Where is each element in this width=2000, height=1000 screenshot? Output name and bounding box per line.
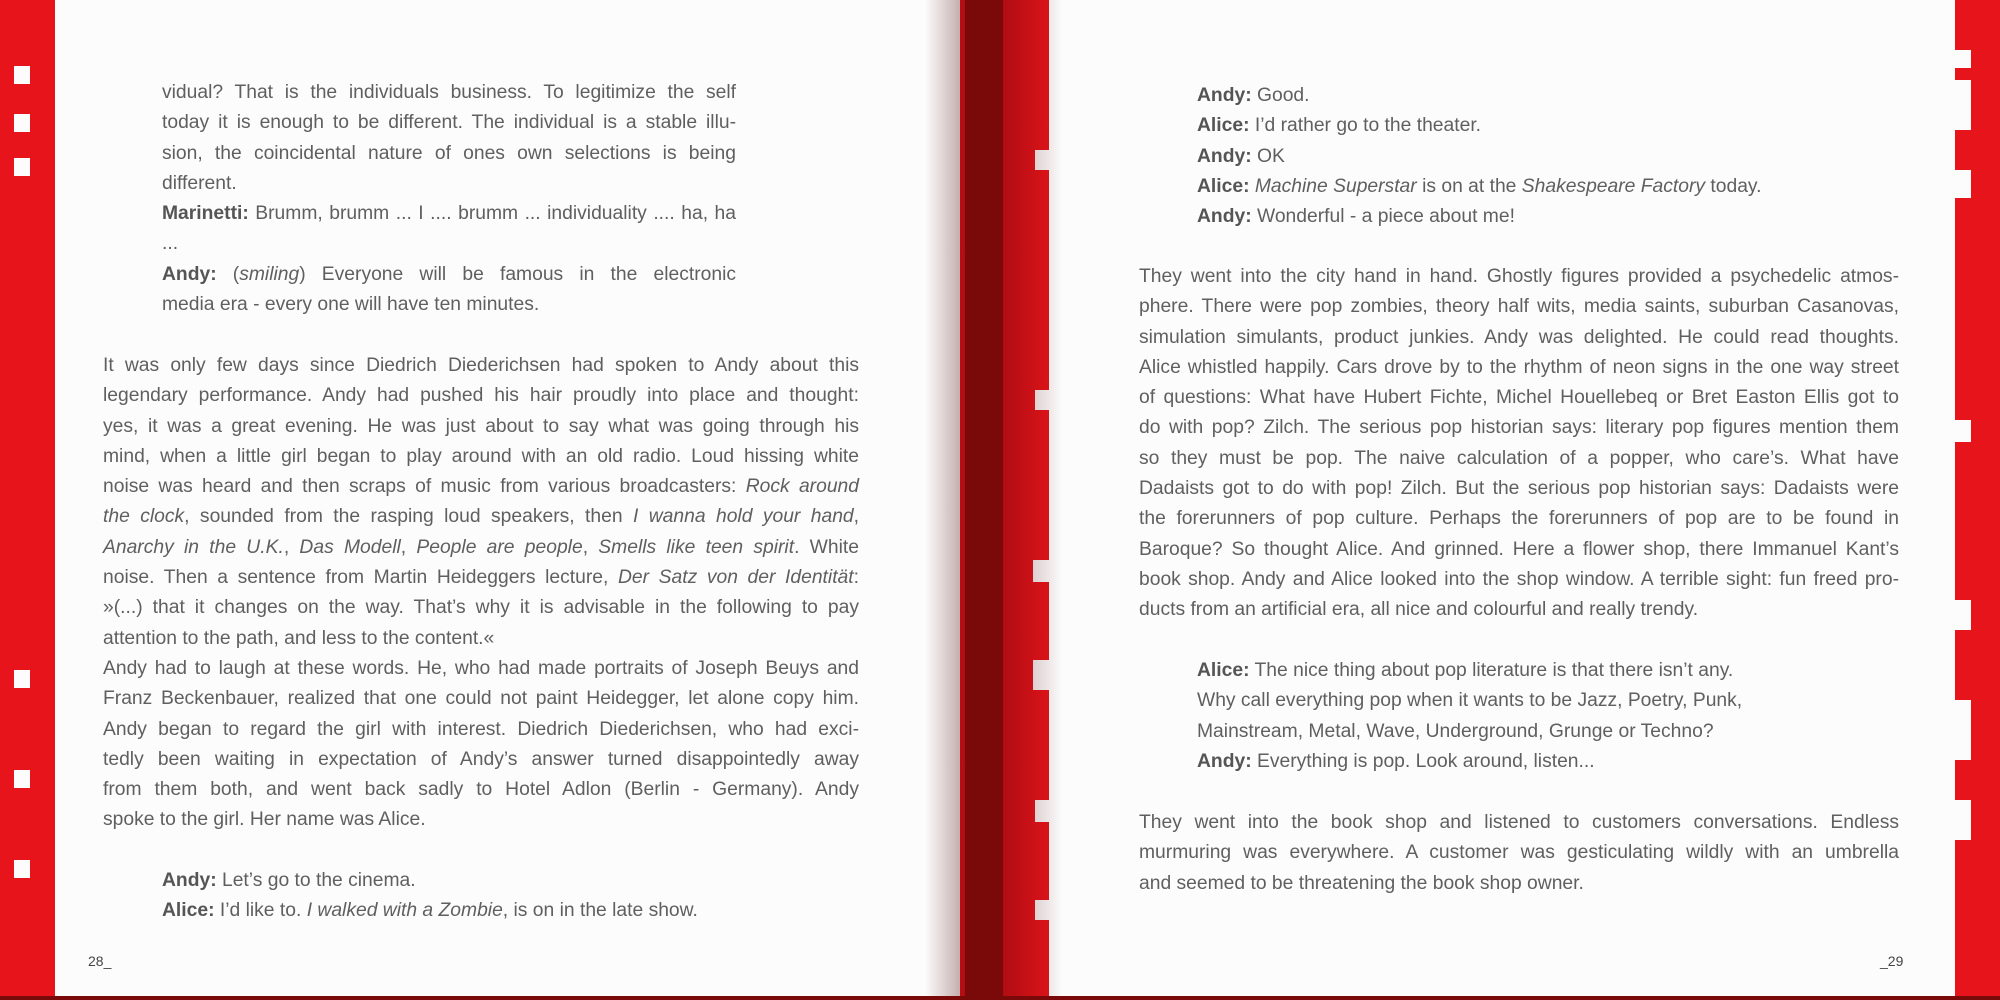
- edge-square: [14, 670, 30, 688]
- text-line: attention to the path, and less to the content.«: [103, 627, 495, 649]
- text-line: mind, when a little girl began to play around with an old radio. Loud hissing white: [103, 445, 859, 467]
- text-line: Alice whistled happily. Cars drove by to the rhythm of neon signs in the one way street: [1139, 356, 1899, 378]
- song-title: Smells like teen spirit: [598, 536, 795, 558]
- text-line: different.: [162, 172, 237, 194]
- text-run: noise was heard and then scraps of music from various broadcasters:: [103, 476, 746, 498]
- text-line: [103, 563, 859, 593]
- right-gutter-shadow: [1003, 0, 1063, 996]
- text-run: ,: [853, 506, 860, 528]
- dialogue-line-andy: [162, 866, 882, 896]
- text-run: , sounded from the rasping loud speakers, then: [184, 506, 633, 528]
- edge-square: [1955, 80, 1971, 130]
- page-number: 28_: [88, 953, 112, 969]
- speaker-label: Andy:: [162, 870, 217, 891]
- dialogue-text: , is on in the late show.: [502, 900, 698, 922]
- film-title: I walked with a Zombie: [306, 900, 503, 922]
- text-line: the forerunners of pop culture. Perhaps the forerunners of pop are to be found in: [1139, 508, 1899, 530]
- dialogue-line-andy: [1197, 142, 1897, 172]
- dialogue-mid-block: [1197, 656, 1897, 777]
- text-line: [103, 502, 859, 532]
- dialogue-top-block: [1197, 81, 1897, 232]
- edge-square: [14, 114, 30, 132]
- dialogue-text: ) Everyone will be famous in the electronic: [299, 263, 737, 285]
- dialogue-line-alice: [1197, 656, 1897, 686]
- text-line: from them both, and went back sadly to Hotel Adlon (Berlin - Germany). Andy: [103, 779, 859, 801]
- dialogue-text: Brumm, brumm ... I .... brumm ... individuality .... ha, ha ...: [162, 203, 736, 255]
- lecture-title: Der Satz von der Identität: [617, 567, 854, 589]
- dialogue-text: I’d like to.: [214, 900, 307, 922]
- dialogue-text: The nice thing about pop literature is that there isn’t any.: [1249, 660, 1734, 681]
- text-line: [103, 472, 859, 502]
- right-page: [1003, 0, 2000, 996]
- song-title: People are people: [416, 536, 583, 558]
- text-line: Dadaists got to do with pop! Zilch. But the serious pop historian says: Dadaists were: [1139, 478, 1899, 500]
- song-title: Das Modell: [299, 536, 401, 558]
- text-line: today it is enough to be different. The individual is a stable illu-: [162, 112, 736, 134]
- right-edge-red-strip: [1955, 0, 2000, 996]
- main-paragraph: [103, 351, 859, 654]
- speaker-label: Andy:: [1197, 750, 1252, 772]
- edge-square: [1955, 50, 1971, 68]
- dialogue-text: (: [216, 263, 240, 285]
- text-line: Why call everything pop when it wants to be Jazz, Poetry, Punk,: [1197, 690, 1743, 712]
- speaker-label: Marinetti:: [162, 203, 249, 225]
- text-line: Andy began to regard the girl with interest. Diedrich Diederichsen, who had exci-: [103, 718, 859, 740]
- text-line: murmuring was everywhere. A customer was gesticulating wildly with an umbrella: [1139, 842, 1899, 864]
- text-line: Franz Beckenbauer, realized that one could not paint Heidegger, let alone copy him.: [103, 688, 859, 710]
- speaker-label: Alice:: [162, 900, 215, 922]
- song-title: the clock: [103, 506, 185, 528]
- text-line: »(...) that it changes on the way. That’s why it is advisable in the following to pay: [103, 597, 859, 619]
- text-line: They went into the city hand in hand. Ghostly figures provided a psychedelic atmos-: [1139, 266, 1899, 287]
- dialogue-text: Everything is pop. Look around, listen...: [1251, 750, 1595, 772]
- speaker-label: Andy:: [1197, 85, 1252, 106]
- text-line: book shop. Andy and Alice looked into the shop window. A terrible sight: fun freed pro-: [1139, 568, 1899, 590]
- text-line: Baroque? So thought Alice. And grinned. Here a flower shop, there Immanuel Kant’s: [1139, 538, 1899, 560]
- edge-square: [14, 66, 30, 84]
- dialogue-line-marinetti: [162, 199, 736, 260]
- song-title: Anarchy in the U.K.: [103, 536, 284, 558]
- text-line: so they must be pop. The naive calculation of a popper, who care’s. What have: [1139, 447, 1899, 469]
- left-gutter-shadow: [925, 0, 965, 996]
- dialogue-bottom-block: [162, 866, 882, 927]
- text-line: tedly been waiting in expectation of Andy’s answer turned disappointedly away: [103, 748, 859, 770]
- text-line: simulation simulants, product junkies. Andy was delighted. He could read thoughts.: [1139, 326, 1899, 348]
- edge-square: [1955, 800, 1971, 840]
- dialogue-line-alice: [1197, 111, 1897, 141]
- dialogue-text: I’d rather go to the theater.: [1249, 115, 1482, 137]
- last-paragraph: [1139, 808, 1899, 899]
- dialogue-top-block: [162, 78, 736, 320]
- dialogue-text: Wonderful - a piece about me!: [1251, 206, 1515, 228]
- song-title: I wanna hold your hand: [632, 506, 854, 528]
- text-line: It was only few days since Diedrich Diederichsen had spoken to Andy about this: [103, 355, 859, 376]
- speaker-label: Alice:: [1197, 660, 1250, 681]
- text-line: do with pop? Zilch. The serious pop historian says: literary pop figures mention them: [1139, 417, 1899, 439]
- edge-square: [14, 158, 30, 176]
- speaker-label: Andy:: [1197, 145, 1252, 167]
- dialogue-line-andy: [1197, 202, 1897, 232]
- dialogue-line-andy: [1197, 81, 1897, 111]
- text-line: and seemed to be threatening the book shop owner.: [1139, 872, 1584, 894]
- dialogue-line-alice: [162, 896, 882, 926]
- second-paragraph: [103, 654, 859, 836]
- dialogue-text: Let’s go to the cinema.: [216, 870, 416, 891]
- speaker-label: Andy:: [1197, 206, 1252, 228]
- text-line: of questions: What have Hubert Fichte, Michel Houellebeq or Bret Easton Ellis got to: [1139, 387, 1899, 409]
- left-edge-red-strip: [0, 0, 55, 996]
- edge-square: [1955, 420, 1971, 442]
- text-line: spoke to the girl. Her name was Alice.: [103, 809, 426, 831]
- dialogue-line-alice: [1197, 172, 1897, 202]
- text-run: ,: [582, 536, 599, 558]
- left-page: [0, 0, 965, 996]
- text-run: ,: [400, 536, 417, 558]
- dialogue-text: is on at the: [1416, 175, 1522, 197]
- text-line: ducts from an artificial era, all nice and colourful and really trendy.: [1139, 599, 1699, 621]
- speaker-label: Alice:: [1197, 175, 1250, 197]
- text-line: media era - every one will have ten minutes.: [162, 294, 540, 316]
- text-line: Mainstream, Metal, Wave, Underground, Grunge or Techno?: [1197, 720, 1714, 742]
- dialogue-line-andy: [1197, 747, 1897, 777]
- text-line: legendary performance. Andy had pushed his hair proudly into place and thought:: [103, 385, 859, 407]
- song-title: Rock around: [745, 476, 859, 498]
- edge-square: [1955, 170, 1971, 198]
- edge-square: [1955, 600, 1971, 630]
- dialogue-line-andy: [162, 260, 736, 290]
- text-line: phere. There were pop zombies, theory half wits, media saints, suburban Casanovas,: [1139, 296, 1899, 318]
- speaker-label: Alice:: [1197, 115, 1250, 137]
- text-line: yes, it was a great evening. He was just about to say what was going through his: [103, 415, 859, 437]
- text-line: Andy had to laugh at these words. He, who had made portraits of Joseph Beuys and: [103, 658, 859, 679]
- text-run: noise. Then a sentence from Martin Heideggers lecture,: [103, 567, 618, 589]
- text-line: sion, the coincidental nature of ones own selections is being: [162, 142, 736, 164]
- text-line: They went into the book shop and listened to customers conversations. Endless: [1139, 812, 1899, 833]
- text-run: ,: [283, 536, 300, 558]
- dialogue-text: Good.: [1251, 85, 1310, 106]
- main-paragraph: [1139, 262, 1899, 626]
- stage-direction: smiling: [239, 263, 300, 285]
- play-title: Machine Superstar: [1254, 175, 1417, 197]
- speaker-label: Andy:: [162, 263, 217, 285]
- text-run: . White: [794, 536, 859, 558]
- edge-square: [14, 860, 30, 878]
- edge-square: [14, 770, 30, 788]
- text-line: [103, 533, 859, 563]
- dialogue-text: OK: [1251, 145, 1285, 167]
- edge-square: [1955, 700, 1971, 760]
- text-line: vidual? That is the individuals business. To legitimize the self: [162, 82, 736, 103]
- dialogue-text: today.: [1705, 175, 1762, 197]
- theater-name: Shakespeare Factory: [1521, 175, 1706, 197]
- page-number: _29: [1880, 953, 1904, 969]
- text-run: :: [853, 567, 859, 589]
